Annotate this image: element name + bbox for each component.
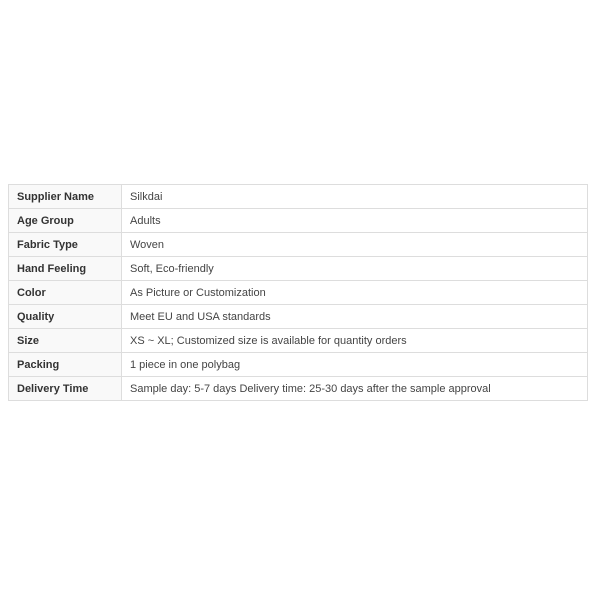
table-row-supplier-name	[9, 185, 588, 209]
row-label: Quality	[9, 305, 122, 329]
row-value: Sample day: 5-7 days Delivery time: 25-30 days after the sample approval	[122, 377, 588, 401]
table-row-quality	[9, 305, 588, 329]
row-label: Fabric Type	[9, 233, 122, 257]
row-label: Packing	[9, 353, 122, 377]
row-value: As Picture or Customization	[122, 281, 588, 305]
table-row-color	[9, 281, 588, 305]
product-spec-table	[8, 184, 588, 401]
table-row-fabric-type	[9, 233, 588, 257]
row-label: Supplier Name	[9, 185, 122, 209]
row-label: Hand Feeling	[9, 257, 122, 281]
row-value: Soft, Eco-friendly	[122, 257, 588, 281]
row-label: Size	[9, 329, 122, 353]
table-row-size	[9, 329, 588, 353]
row-label: Age Group	[9, 209, 122, 233]
row-value: Woven	[122, 233, 588, 257]
row-label: Color	[9, 281, 122, 305]
table-row-hand-feeling	[9, 257, 588, 281]
row-value: Meet EU and USA standards	[122, 305, 588, 329]
table-row-age-group	[9, 209, 588, 233]
row-value: XS ~ XL; Customized size is available for quantity orders	[122, 329, 588, 353]
row-value: Silkdai	[122, 185, 588, 209]
table-row-delivery-time	[9, 377, 588, 401]
row-value: 1 piece in one polybag	[122, 353, 588, 377]
table-row-packing	[9, 353, 588, 377]
row-value: Adults	[122, 209, 588, 233]
row-label: Delivery Time	[9, 377, 122, 401]
